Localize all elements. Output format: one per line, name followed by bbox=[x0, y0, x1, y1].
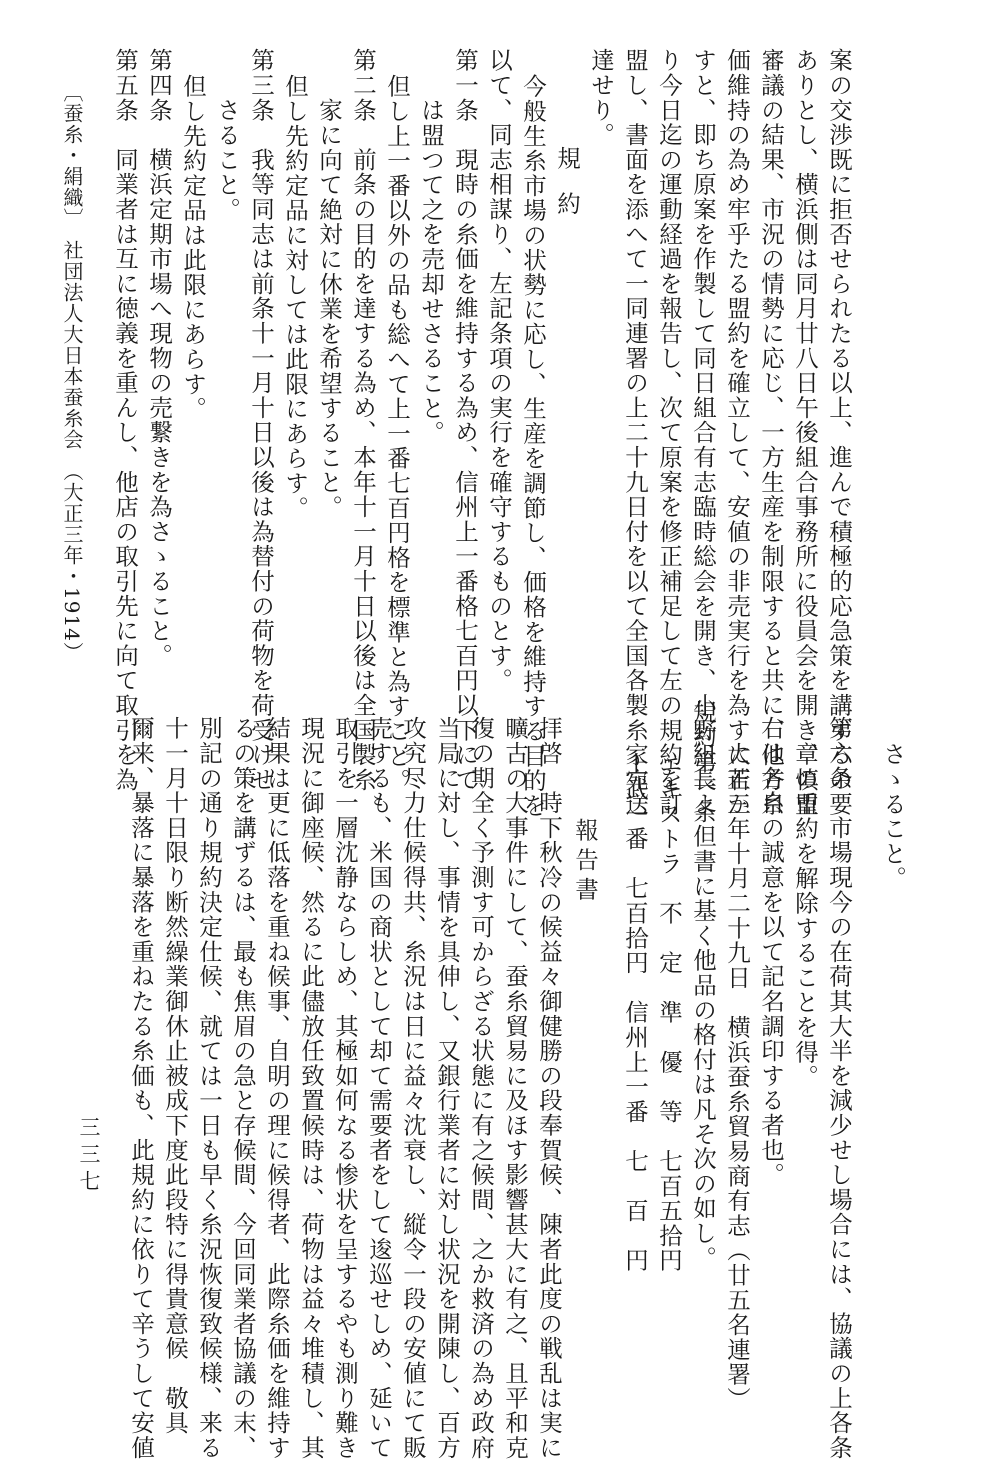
rules-line: は盟つて之を売却せさること。 bbox=[417, 98, 445, 446]
rules-line: 以て、同志相謀り、左記条項の実行を確守するものとす。 bbox=[485, 48, 513, 693]
rules-line: 家に向て絶対に休業を希望すること。 bbox=[315, 98, 343, 520]
grade-line: エキストラ 不 定 準 優 等 七百五拾円 bbox=[655, 752, 683, 1273]
rules-line: 第三条 我等同志は前条十一月十日以後は為替付の荷物を荷受けせ bbox=[247, 48, 275, 792]
body-line: り今日迄の運動経過を報告し、次て原案を修正補足して左の規約を訂 bbox=[655, 48, 683, 817]
report-line: 当局に対し、事情を具伸し、又銀行業者に対し状況を開陳し、百方 bbox=[433, 716, 461, 1460]
source-label: 〔蚕糸・絹織〕 社団法人大日本蚕糸会 （大正三年・1914） bbox=[60, 82, 84, 663]
report-line: 現況に御座候、然るに此儘放任致置候時は、荷物は益々堆積し、其 bbox=[297, 716, 325, 1460]
body-line: 盟し、書面を添へて一同連署の上二十九日付を以て全国各製糸家宛送 bbox=[621, 48, 649, 817]
rules-line: 但し上一番以外の品も総へて上一番七百円格を標準と為すこと。 bbox=[383, 74, 411, 794]
rules-heading: 規約 bbox=[553, 146, 581, 237]
body-line: ありとし、横浜側は同月廿八日午後組合事務所に役員会を開き、慎重 bbox=[791, 48, 819, 817]
rules-line: 今般生糸市場の状勢に応し、生産を調節し、価格を維持する目的を bbox=[519, 74, 547, 818]
rules-line: 第一条 現時の糸価を維持する為め、信州上一番格七百円以下にて bbox=[451, 48, 479, 792]
body-line: 達せり。 bbox=[587, 48, 615, 148]
rules-cont-line: さゝること。 bbox=[879, 742, 907, 891]
body-line: すと、即ち原案を作製して同日組合有志臨時総会を開き、小野組長よ bbox=[689, 48, 717, 817]
report-line: 取引を一層沈静ならしめ、其極如何なる惨状を呈するやも測り難き bbox=[331, 716, 359, 1460]
report-line: 曠古の大事件にして、蚕糸貿易に及ほす影響甚大に有之、且平和克 bbox=[501, 716, 529, 1460]
rules-line: さること。 bbox=[213, 98, 241, 222]
body-line: 価維持の為め牢乎たる盟約を確立して、安値の非売実行を為すに若か bbox=[723, 48, 751, 817]
report-line: るの策を講ずるは、最も焦眉の急と存候間、今回同業者協議の末、 bbox=[229, 716, 257, 1460]
report-line: 攻究尽力仕候得共、糸況は日に益々沈衰し、縦令一段の安値にて販 bbox=[399, 716, 427, 1460]
report-line: 爾来、暴落に暴落を重ねたる糸価も、此規約に依りて辛うして安値 bbox=[127, 716, 155, 1460]
report-heading: 報告書 bbox=[571, 818, 599, 907]
report-line: 拝啓 時下秋冷の候益々御健勝の段奉賀候、陳者此度の戦乱は実に bbox=[535, 716, 563, 1460]
report-line: 復の期全く予測す可からざる状態に有之候間、之か救済の為め政府 bbox=[467, 716, 495, 1460]
rules-cont-line: 大正三年十月二十九日 横浜蚕糸貿易商有志（廿五名連署） bbox=[723, 742, 751, 1412]
rules-line: 第二条 前条の目的を達する為め、本年十一月十日以後は全国製糸 bbox=[349, 48, 377, 792]
rules-cont-line: 章の盟約を解除することを得。 bbox=[791, 742, 819, 1090]
body-line: 審議の結果、市況の情勢に応じ、一方生産を制限すると共に、他方糸 bbox=[757, 48, 785, 817]
rules-line: 第四条 横浜定期市場へ現物の売繋きを為さゝること。 bbox=[145, 48, 173, 668]
report-line: 十一月十日限り断然繰業御休止被成下度此段特に得貴意候 敬具 bbox=[161, 716, 189, 1436]
rules-cont-line: 右は各自の誠意を以て記名調印する者也。 bbox=[757, 716, 785, 1188]
report-line: 結果は更に低落を重ね候事、自明の理に候得者、此際糸価を維持す bbox=[263, 716, 291, 1460]
rules-cont-line: 第六条 市場現今の在荷其大半を減少せし場合には、協議の上各条 bbox=[825, 716, 853, 1460]
report-line: 別記の通り規約決定仕候、就ては一日も早く糸況恢復致候様、来る bbox=[195, 716, 223, 1460]
rules-line: 但し先約定品は此限にあらす。 bbox=[179, 74, 207, 422]
page-number: 三三七 bbox=[77, 1116, 101, 1197]
rules-line: 但し先約定品に対しては此限にあらす。 bbox=[281, 74, 309, 521]
report-line: 売するも、米国の商状として却て需要者をして逡巡せしめ、延いて bbox=[365, 716, 393, 1460]
grade-line: 上武一番 七百拾円 信州上一番 七 百 円 bbox=[621, 752, 649, 1273]
body-line: 案の交渉既に拒否せられたる以上、進んで積極的応急策を講ずるの要 bbox=[825, 48, 853, 817]
rules-line: 第五条 同業者は互に徳義を重んし、他店の取引先に向て取引を為 bbox=[111, 48, 139, 792]
rules-cont-line: 規約第一条但書に基く他品の格付は凡そ次の如し。 bbox=[689, 700, 717, 1271]
